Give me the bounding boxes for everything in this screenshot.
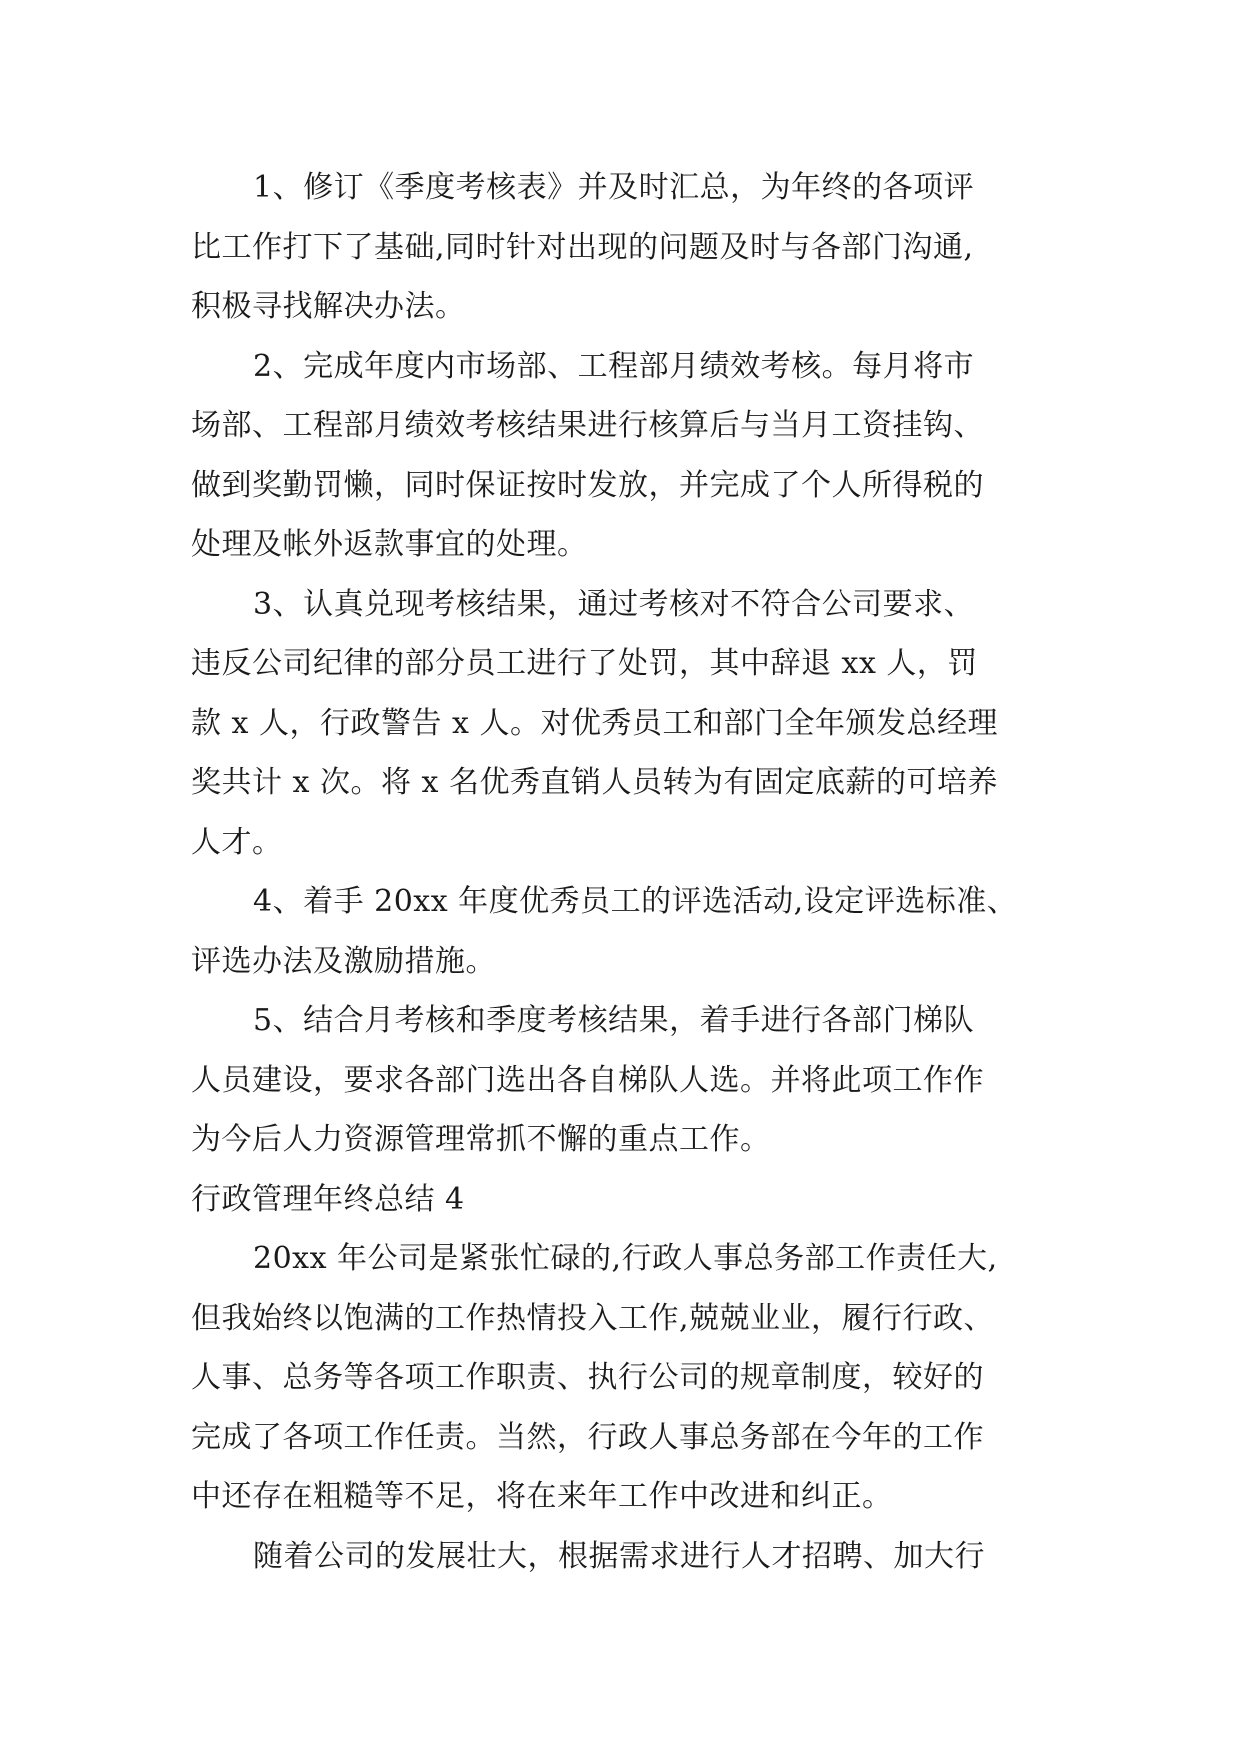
paragraph-3-line-1: 3、认真兑现考核结果，通过考核对不符合公司要求、 [253, 586, 975, 622]
paragraph-1-line-3: 积极寻找解决办法。 [191, 289, 466, 324]
paragraph-2-line-3: 做到奖勤罚懒，同时保证按时发放，并完成了个人所得税的 [191, 467, 984, 503]
paragraph-6-line-4: 完成了各项工作任责。当然，行政人事总务部在今年的工作 [191, 1419, 984, 1455]
paragraph-2-line-1: 2、完成年度内市场部、工程部月绩效考核。每月将市 [253, 348, 975, 384]
paragraph-6-line-1: 20xx 年公司是紧张忙碌的,行政人事总务部工作责任大, [253, 1241, 998, 1276]
paragraph-6-line-3: 人事、总务等各项工作职责、执行公司的规章制度，较好的 [191, 1360, 984, 1395]
paragraph-7-line-1: 随着公司的发展壮大，根据需求进行人才招聘、加大行 [253, 1538, 985, 1574]
paragraph-4-line-1: 4、着手 20xx 年度优秀员工的评选活动,设定评选标准、 [253, 884, 1018, 919]
paragraph-2-line-2: 场部、工程部月绩效考核结果进行核算后与当月工资挂钩、 [191, 408, 984, 443]
paragraph-3-line-2: 违反公司纪律的部分员工进行了处罚，其中辞退 xx 人，罚 [191, 646, 978, 681]
paragraph-5-line-1: 5、结合月考核和季度考核结果，着手进行各部门梯队 [253, 1003, 975, 1038]
body-text [191, 158, 1061, 1586]
paragraph-3-line-4: 奖共计 x 次。将 x 名优秀直销人员转为有固定底薪的可培养 [191, 765, 998, 800]
paragraph-6-line-2: 但我始终以饱满的工作热情投入工作,兢兢业业，履行行政、 [191, 1300, 995, 1336]
paragraph-5-line-3: 为今后人力资源管理常抓不懈的重点工作。 [191, 1122, 771, 1157]
paragraph-6-line-5: 中还存在粗糙等不足，将在来年工作中改进和纠正。 [191, 1479, 893, 1514]
paragraph-5-line-2: 人员建设，要求各部门选出各自梯队人选。并将此项工作作 [191, 1062, 984, 1098]
paragraph-4-line-2: 评选办法及激励措施。 [191, 943, 496, 979]
paragraph-2-line-4: 处理及帐外返款事宜的处理。 [191, 527, 588, 562]
paragraph-1-line-2: 比工作打下了基础,同时针对出现的问题及时与各部门沟通, [191, 229, 974, 265]
section-heading: 行政管理年终总结 4 [191, 1181, 465, 1217]
paragraph-3-line-3: 款 x 人，行政警告 x 人。对优秀员工和部门全年颁发总经理 [191, 705, 998, 741]
paragraph-1-line-1: 1、修订《季度考核表》并及时汇总，为年终的各项评 [253, 170, 975, 205]
paragraph-3-line-5: 人才。 [191, 824, 283, 860]
